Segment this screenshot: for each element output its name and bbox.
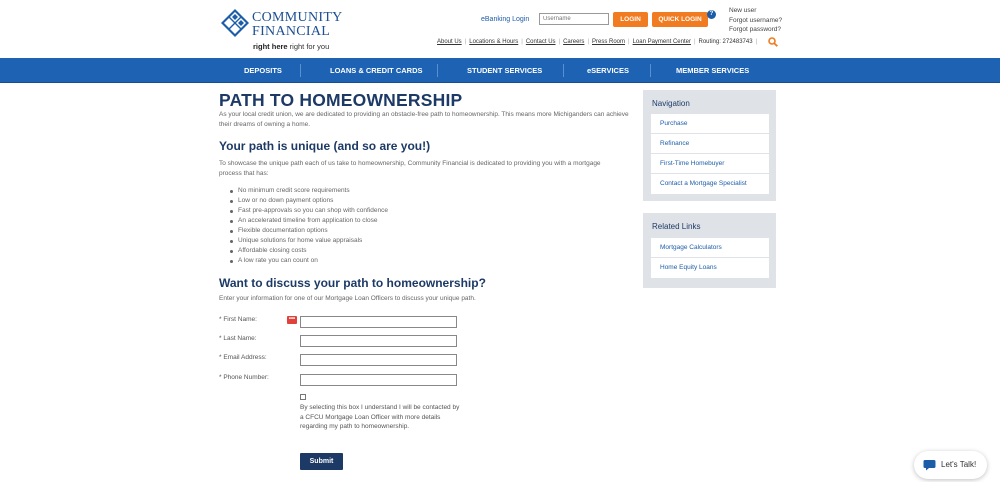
related-links-title: Related Links: [652, 222, 701, 231]
chat-bubble-icon: [923, 459, 936, 471]
loan-payment-center-link[interactable]: Loan Payment Center: [632, 39, 691, 45]
discuss-heading: Want to discuss your path to homeownership?: [219, 276, 486, 290]
separator: |: [693, 39, 696, 45]
list-item: Unique solutions for home value appraisals: [230, 236, 388, 246]
consent-text: By selecting this box I understand I will be contacted by a CFCU Mortgage Loan Officer with more details regarding my path to homeownership.: [300, 404, 460, 430]
related-links-list: [651, 238, 769, 278]
nav-eservices[interactable]: eSERVICES: [587, 66, 629, 75]
sidebar-item-first-time-homebuyer[interactable]: First-Time Homebuyer: [651, 154, 769, 174]
intro-paragraph: As your local credit union, we are dedicated to providing an obstacle-free path to homeownership. This means more Michiganders can achieve their dreams of owning a home.: [219, 111, 629, 128]
separator: |: [587, 39, 589, 45]
consent-checkbox[interactable]: [300, 394, 306, 400]
forgot-password-link[interactable]: Forgot password?: [729, 26, 782, 33]
new-user-link[interactable]: New user: [729, 7, 757, 14]
last-name-label: * Last Name:: [219, 335, 257, 342]
nav-divider: [437, 64, 438, 77]
ebanking-login-label: eBanking Login: [481, 16, 530, 23]
routing-number: Routing: 272483743: [698, 39, 753, 45]
nav-member-services[interactable]: MEMBER SERVICES: [676, 66, 750, 75]
nav-student-services[interactable]: STUDENT SERVICES: [467, 66, 543, 75]
logo-wordmark-line1: COMMUNITY: [252, 10, 343, 25]
separator: |: [464, 39, 467, 45]
navigation-title: Navigation: [652, 99, 690, 108]
navigation-panel: [643, 90, 776, 201]
chat-button[interactable]: [914, 451, 987, 479]
sidebar-item-refinance[interactable]: Refinance: [651, 134, 769, 154]
main-nav: [0, 58, 1000, 83]
benefits-list: [230, 186, 388, 266]
sidebar-item-mortgage-calculators[interactable]: Mortgage Calculators: [651, 238, 769, 258]
autofill-icon[interactable]: •••: [288, 316, 296, 322]
first-name-field[interactable]: [300, 316, 457, 328]
press-room-link[interactable]: Press Room: [592, 39, 626, 45]
logo-wordmark-line2: FINANCIAL: [252, 24, 331, 39]
nav-divider: [650, 64, 651, 77]
list-item: Flexible documentation options: [230, 226, 388, 236]
phone-field[interactable]: [300, 374, 457, 386]
first-name-label: * First Name:: [219, 316, 257, 323]
phone-label: * Phone Number:: [219, 374, 269, 381]
forgot-username-link[interactable]: Forgot username?: [729, 16, 783, 24]
separator: |: [628, 39, 630, 45]
nav-divider: [563, 64, 564, 77]
list-item: A low rate you can count on: [230, 256, 388, 266]
account-links: [729, 6, 782, 35]
sidebar-item-purchase[interactable]: Purchase: [651, 114, 769, 134]
list-item: Affordable closing costs: [230, 246, 388, 256]
unique-path-heading: Your path is unique (and so are you!): [219, 139, 431, 153]
nav-deposits[interactable]: DEPOSITS: [244, 66, 282, 75]
logo-mark-icon: [221, 9, 249, 37]
username-input[interactable]: [539, 13, 609, 25]
site-header: [0, 0, 1000, 58]
tagline-bold: right here: [253, 42, 288, 51]
logo-tagline: [253, 42, 329, 51]
careers-link[interactable]: Careers: [563, 39, 585, 45]
sidebar-item-contact-mortgage-specialist[interactable]: Contact a Mortgage Specialist: [660, 180, 747, 187]
utility-nav: [437, 39, 760, 48]
search-icon[interactable]: [768, 37, 778, 47]
nav-divider: [300, 64, 301, 77]
submit-button[interactable]: Submit: [300, 453, 343, 470]
help-icon[interactable]: ?: [707, 10, 716, 19]
form-instructions: Enter your information for one of our Mortgage Loan Officers to discuss your unique path.: [219, 295, 476, 302]
separator: |: [755, 39, 758, 45]
tagline-rest: right for you: [287, 42, 330, 51]
related-links-panel: [643, 213, 776, 288]
list-item: Low or no down payment options: [230, 196, 388, 206]
last-name-field[interactable]: [300, 335, 457, 347]
locations-hours-link[interactable]: Locations & Hours: [469, 39, 519, 45]
login-button[interactable]: LOGIN: [613, 12, 648, 27]
contact-us-link[interactable]: Contact Us: [525, 39, 556, 45]
sidebar-item-home-equity-loans[interactable]: Home Equity Loans: [660, 264, 717, 271]
unique-path-paragraph: To showcase the unique path each of us take to homeownership, Community Financial is dedicated to providing you with a mortgage process that has:: [219, 160, 601, 177]
separator: |: [558, 39, 561, 45]
about-us-link[interactable]: About Us: [437, 39, 462, 45]
chat-label: Let's Talk!: [941, 460, 977, 469]
nav-loans-credit-cards[interactable]: LOANS & CREDIT CARDS: [330, 66, 423, 75]
list-item: An accelerated timeline from application to close: [230, 216, 388, 226]
list-item: No minimum credit score requirements: [230, 186, 388, 196]
email-label: * Email Address:: [219, 354, 267, 361]
separator: |: [521, 39, 523, 45]
list-item: Fast pre-approvals so you can shop with confidence: [230, 206, 388, 216]
community-financial-logo[interactable]: [221, 9, 343, 53]
email-field[interactable]: [300, 354, 457, 366]
quick-login-button[interactable]: QUICK LOGIN: [652, 12, 708, 27]
navigation-list: [651, 114, 769, 194]
page-title: PATH TO HOMEOWNERSHIP: [219, 90, 463, 110]
